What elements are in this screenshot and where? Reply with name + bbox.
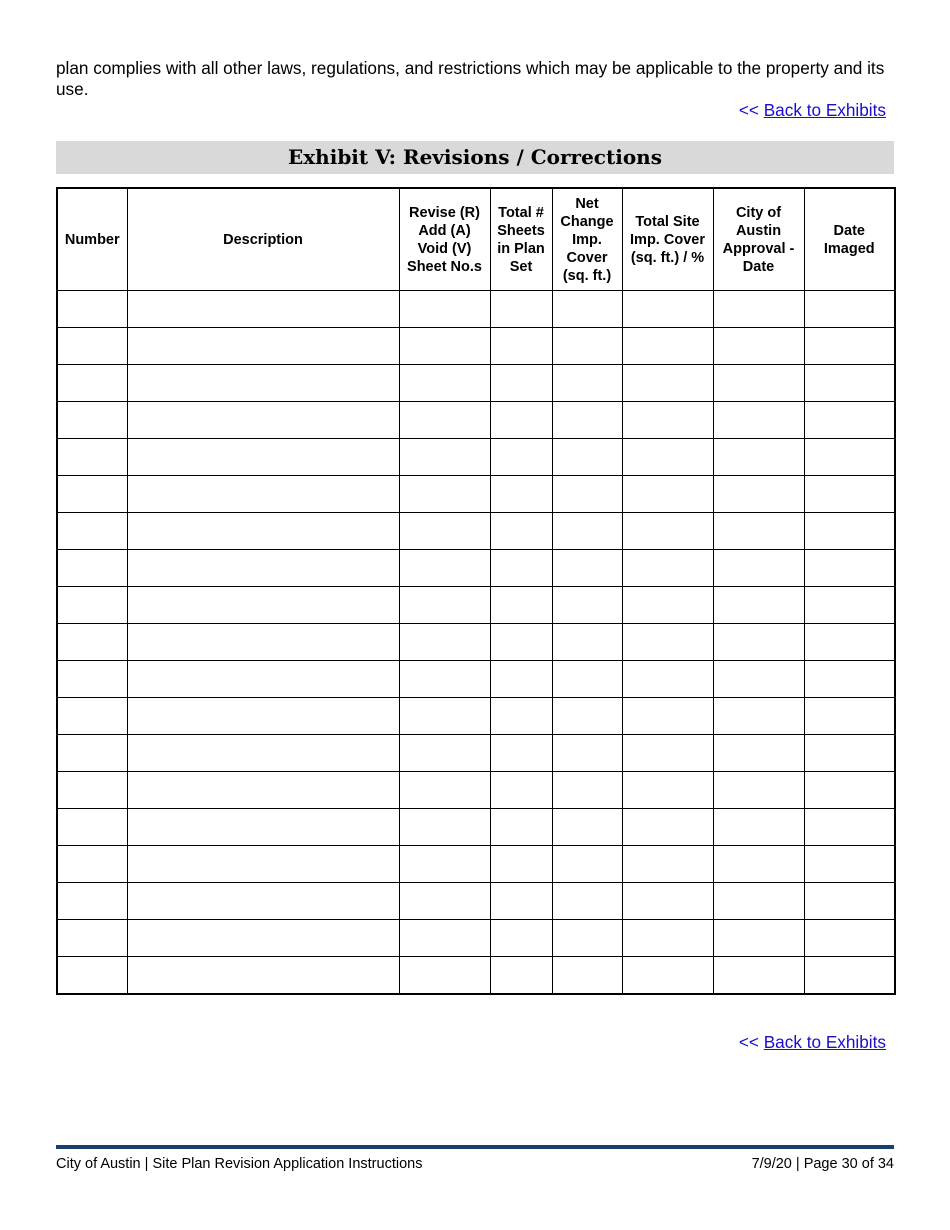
table-cell <box>552 402 622 439</box>
table-cell <box>399 550 490 587</box>
table-cell <box>127 661 399 698</box>
table-cell <box>57 920 127 957</box>
table-cell <box>399 772 490 809</box>
table-cell <box>804 513 895 550</box>
table-cell <box>552 476 622 513</box>
table-cell <box>804 624 895 661</box>
table-row <box>57 661 895 698</box>
table-row <box>57 624 895 661</box>
table-cell <box>713 735 804 772</box>
table-cell <box>127 957 399 995</box>
table-cell <box>552 291 622 328</box>
table-cell <box>399 328 490 365</box>
table-row <box>57 587 895 624</box>
table-row <box>57 698 895 735</box>
table-cell <box>713 809 804 846</box>
table-cell <box>399 624 490 661</box>
exhibit-title: Exhibit V: Revisions / Corrections <box>56 141 894 174</box>
table-cell <box>552 698 622 735</box>
table-cell <box>804 883 895 920</box>
table-cell <box>127 439 399 476</box>
table-cell <box>490 624 552 661</box>
table-cell <box>490 476 552 513</box>
table-cell <box>490 846 552 883</box>
table-cell <box>622 291 713 328</box>
table-cell <box>57 772 127 809</box>
table-cell <box>57 402 127 439</box>
table-row <box>57 476 895 513</box>
table-cell <box>399 661 490 698</box>
table-cell <box>490 735 552 772</box>
column-header-line: Number <box>64 231 120 248</box>
table-cell <box>399 920 490 957</box>
table-cell <box>622 550 713 587</box>
table-row <box>57 846 895 883</box>
table-cell <box>399 846 490 883</box>
table-cell <box>127 550 399 587</box>
column-header-line: Austin <box>735 222 782 239</box>
table-cell <box>804 772 895 809</box>
table-cell <box>399 698 490 735</box>
table-row <box>57 883 895 920</box>
table-cell <box>552 328 622 365</box>
table-cell <box>127 365 399 402</box>
table-cell <box>490 661 552 698</box>
intro-paragraph: plan complies with all other laws, regulations, and restrictions which may be applicable to the property and its use. <box>56 58 885 99</box>
table-row <box>57 550 895 587</box>
table-cell <box>552 513 622 550</box>
table-cell <box>490 328 552 365</box>
table-cell <box>127 809 399 846</box>
table-cell <box>552 883 622 920</box>
table-cell <box>399 735 490 772</box>
table-cell <box>552 365 622 402</box>
table-cell <box>622 661 713 698</box>
table-cell <box>57 439 127 476</box>
table-cell <box>713 439 804 476</box>
table-cell <box>57 513 127 550</box>
table-cell <box>713 883 804 920</box>
table-cell <box>552 550 622 587</box>
table-cell <box>490 957 552 995</box>
column-header-line: Date <box>742 258 775 275</box>
column-header-line: Cover <box>566 249 608 266</box>
column-header <box>57 188 127 291</box>
table-cell <box>57 698 127 735</box>
table-cell <box>552 809 622 846</box>
table-cell <box>622 772 713 809</box>
table-cell <box>622 402 713 439</box>
back-to-exhibits-link-top[interactable] <box>739 100 886 121</box>
table-cell <box>57 550 127 587</box>
table-cell <box>127 328 399 365</box>
table-cell <box>127 735 399 772</box>
table-cell <box>490 402 552 439</box>
table-cell <box>127 846 399 883</box>
table-cell <box>490 365 552 402</box>
column-header <box>399 188 490 291</box>
table-cell <box>127 402 399 439</box>
table-cell <box>127 476 399 513</box>
column-header-line: Total Site <box>635 213 700 230</box>
table-cell <box>490 513 552 550</box>
column-header <box>713 188 804 291</box>
column-header-line: Date <box>833 222 865 239</box>
table-cell <box>399 587 490 624</box>
table-row <box>57 957 895 995</box>
table-cell <box>713 402 804 439</box>
footer-rule <box>56 1145 894 1149</box>
back-to-exhibits-link-bottom[interactable] <box>739 1032 886 1053</box>
table-cell <box>552 846 622 883</box>
table-cell <box>57 328 127 365</box>
table-cell <box>57 957 127 995</box>
table-cell <box>622 957 713 995</box>
table-cell <box>399 476 490 513</box>
table-cell <box>399 513 490 550</box>
table-cell <box>399 291 490 328</box>
table-cell <box>622 476 713 513</box>
table-cell <box>552 624 622 661</box>
table-cell <box>490 883 552 920</box>
table-cell <box>127 624 399 661</box>
column-header <box>804 188 895 291</box>
table-cell <box>804 957 895 995</box>
table-cell <box>622 365 713 402</box>
table-cell <box>57 846 127 883</box>
table-cell <box>57 883 127 920</box>
column-header-line: Sheets <box>497 222 545 239</box>
table-cell <box>552 587 622 624</box>
back-arrows: << <box>738 100 759 120</box>
table-cell <box>622 809 713 846</box>
back-link-label[interactable]: Back to Exhibits <box>763 1032 886 1052</box>
table-cell <box>490 809 552 846</box>
table-cell <box>552 957 622 995</box>
table-cell <box>399 809 490 846</box>
table-cell <box>713 846 804 883</box>
table-cell <box>552 735 622 772</box>
table-cell <box>804 365 895 402</box>
table-row <box>57 291 895 328</box>
column-header-line: Imaged <box>823 240 875 257</box>
column-header-line: Add (A) <box>418 222 471 239</box>
table-cell <box>399 439 490 476</box>
column-header-line: Change <box>560 213 614 230</box>
column-header-line: (sq. ft.) / % <box>630 249 705 266</box>
table-cell <box>57 735 127 772</box>
table-cell <box>713 476 804 513</box>
table-cell <box>57 661 127 698</box>
table-cell <box>552 772 622 809</box>
table-cell <box>622 883 713 920</box>
table-cell <box>804 587 895 624</box>
table-row <box>57 328 895 365</box>
table-cell <box>399 402 490 439</box>
table-cell <box>804 291 895 328</box>
table-cell <box>804 809 895 846</box>
table-cell <box>490 291 552 328</box>
table-row <box>57 365 895 402</box>
table-cell <box>713 291 804 328</box>
table-cell <box>552 920 622 957</box>
table-cell <box>127 698 399 735</box>
table-cell <box>713 920 804 957</box>
table-cell <box>57 291 127 328</box>
table-cell <box>804 661 895 698</box>
table-row <box>57 439 895 476</box>
column-header-line: Sheet No.s <box>407 258 482 275</box>
table-cell <box>622 513 713 550</box>
table-cell <box>552 439 622 476</box>
footer-page-info: 7/9/20 | Page 30 of 34 <box>751 1156 894 1172</box>
table-cell <box>713 513 804 550</box>
revisions-table <box>56 187 896 995</box>
table-cell <box>804 328 895 365</box>
table-cell <box>804 846 895 883</box>
column-header <box>127 188 399 291</box>
table-row <box>57 513 895 550</box>
table-cell <box>713 772 804 809</box>
table-cell <box>552 661 622 698</box>
table-body <box>57 291 895 995</box>
table-cell <box>57 365 127 402</box>
table-cell <box>490 439 552 476</box>
table-cell <box>713 698 804 735</box>
table-cell <box>622 735 713 772</box>
table-row <box>57 809 895 846</box>
table-cell <box>804 550 895 587</box>
table-cell <box>57 476 127 513</box>
table-cell <box>713 365 804 402</box>
table-cell <box>804 402 895 439</box>
table-cell <box>622 439 713 476</box>
footer-doc-title: City of Austin | Site Plan Revision Application Instructions <box>56 1156 423 1172</box>
table-cell <box>713 550 804 587</box>
table-cell <box>622 587 713 624</box>
table-cell <box>57 587 127 624</box>
table-cell <box>127 920 399 957</box>
table-cell <box>804 698 895 735</box>
table-header-row <box>57 188 895 291</box>
column-header-line: in Plan <box>497 240 545 257</box>
table-cell <box>713 328 804 365</box>
column-header <box>552 188 622 291</box>
table-cell <box>622 920 713 957</box>
column-header <box>490 188 552 291</box>
column-header-line: (sq. ft.) <box>562 267 612 284</box>
table-cell <box>399 957 490 995</box>
table-cell <box>127 883 399 920</box>
table-cell <box>713 624 804 661</box>
table-cell <box>490 772 552 809</box>
table-cell <box>804 920 895 957</box>
table-cell <box>490 920 552 957</box>
column-header-line: Void (V) <box>417 240 472 257</box>
table-cell <box>490 587 552 624</box>
table-cell <box>622 328 713 365</box>
table-cell <box>804 476 895 513</box>
back-arrows: << <box>738 1032 759 1052</box>
table-cell <box>622 624 713 661</box>
table-cell <box>127 587 399 624</box>
column-header-line: Approval - <box>722 240 795 257</box>
table-cell <box>57 624 127 661</box>
table-cell <box>490 550 552 587</box>
table-cell <box>399 883 490 920</box>
table-cell <box>804 439 895 476</box>
column-header-line: Total # <box>498 204 544 221</box>
column-header-line: Net <box>575 195 599 212</box>
column-header-line: Description <box>223 231 303 248</box>
table-cell <box>57 809 127 846</box>
table-cell <box>399 365 490 402</box>
table-cell <box>622 846 713 883</box>
table-row <box>57 402 895 439</box>
back-link-label[interactable]: Back to Exhibits <box>763 100 886 120</box>
table-row <box>57 772 895 809</box>
table-cell <box>490 698 552 735</box>
table-cell <box>622 698 713 735</box>
column-header-line: Revise (R) <box>409 204 480 221</box>
table-cell <box>713 661 804 698</box>
column-header <box>622 188 713 291</box>
column-header-line: Imp. Cover <box>630 231 705 248</box>
table-cell <box>713 587 804 624</box>
table-cell <box>127 772 399 809</box>
table-cell <box>804 735 895 772</box>
column-header-line: Imp. <box>572 231 602 248</box>
table-cell <box>127 291 399 328</box>
column-header-line: City of <box>735 204 782 221</box>
table-row <box>57 920 895 957</box>
table-cell <box>713 957 804 995</box>
table-row <box>57 735 895 772</box>
table-cell <box>127 513 399 550</box>
column-header-line: Set <box>509 258 533 275</box>
